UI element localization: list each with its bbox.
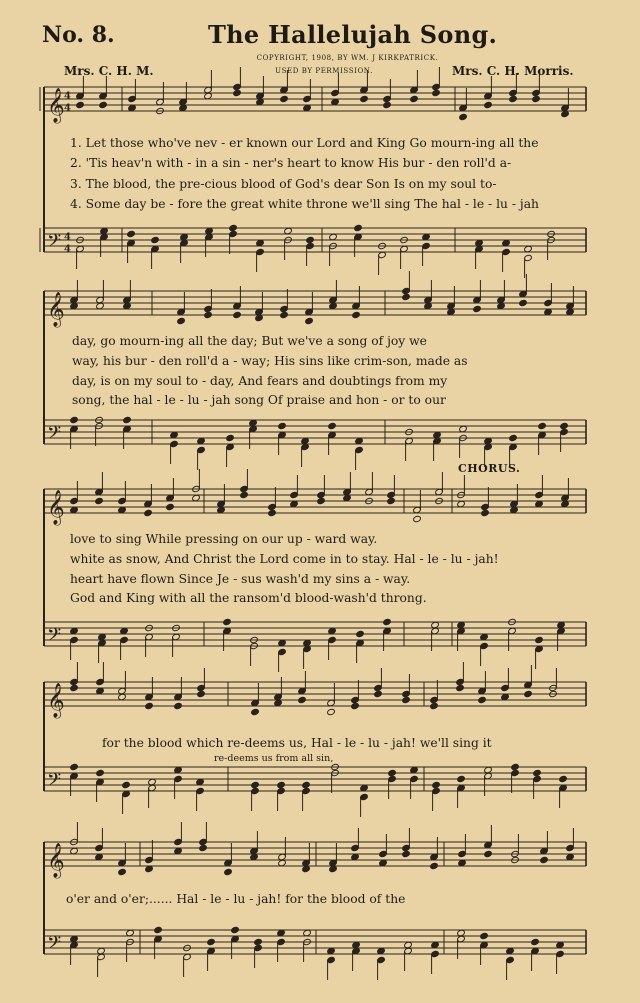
note-head-icon (154, 926, 163, 933)
note-head-icon (207, 938, 216, 945)
lyricist-credit: Mrs. C. H. M. (64, 64, 154, 78)
staff (44, 930, 586, 954)
lyric-line: song, the hal - le - lu - jah song Of praise and hon - or to our (72, 393, 446, 407)
treble-clef-icon: 𝄞 (47, 843, 65, 878)
note-head-icon (430, 862, 439, 869)
lyric-line: 1. Let those who've nev - er known our Lord and King Go mourn-ing all the (70, 136, 539, 150)
lyric-line: 3. The blood, the pre-cious blood of God's dear Son Is on my soul to- (70, 177, 497, 191)
note-head-icon (254, 938, 263, 945)
hymn-number: No. 8. (42, 22, 115, 48)
permission-notice: USED BY PERMISSION. (275, 67, 373, 75)
note-head-icon (484, 850, 493, 857)
lyric-line: love to sing While pressing on our up - ward way. (70, 532, 378, 546)
treble-clef-icon: 𝄞 (47, 490, 65, 525)
composer-credit: Mrs. C. H. Morris. (452, 64, 574, 78)
bass-lyric: re-deems us from all sin, (214, 753, 334, 764)
treble-clef-icon: 𝄞 (47, 292, 65, 327)
copyright-notice: COPYRIGHT, 1908, BY WM. J KIRKPATRICK. (256, 54, 439, 62)
note-head-icon (199, 844, 208, 851)
note-head-icon (402, 850, 411, 857)
chorus-label: CHORUS. (458, 462, 521, 475)
lyric-line: for the blood which re-deems us, Hal - le - lu - jah! we'll sing it (102, 736, 492, 750)
bass-clef-icon: 𝄢 (47, 423, 62, 448)
hymn-title: The Hallelujah Song. (208, 20, 498, 49)
time-signature-icon: 4 (64, 103, 71, 114)
lyric-line: way, his bur - den roll'd a - way; His sins like crim-son, made as (72, 354, 468, 368)
time-signature-icon: 4 (64, 91, 71, 102)
note-head-icon (224, 868, 233, 875)
lyric-line: heart have flown Since Je - sus wash'd my sins a - way. (70, 572, 411, 586)
bass-clef-icon: 𝄢 (47, 231, 62, 256)
treble-clef-icon: 𝄞 (47, 88, 65, 123)
time-signature-icon: 4 (64, 244, 71, 255)
lyric-line: 2. 'Tis heav'n with - in a sin - ner's heart to know His bur - den roll'd a- (70, 156, 512, 170)
bass-clef-icon: 𝄢 (47, 770, 62, 795)
note-head-icon (531, 938, 540, 945)
lyric-line: day, go mourn-ing all the day; But we've a song of joy we (72, 334, 427, 348)
bass-clef-icon: 𝄢 (47, 933, 62, 958)
lyric-line: God and King with all the ransom'd blood-wash'd throng. (70, 591, 427, 605)
treble-clef-icon: 𝄞 (47, 683, 65, 718)
note-head-icon (231, 926, 240, 933)
note-head-icon (540, 856, 549, 863)
note-head-icon (480, 932, 489, 939)
time-signature-icon: 4 (64, 232, 71, 243)
lyric-line: day, is on my soul to - day, And fears and doubtings from my (72, 374, 448, 388)
bass-clef-icon: 𝄢 (47, 625, 62, 650)
lyric-line: white as snow, And Christ the Lord come in to stay. Hal - le - lu - jah! (70, 552, 499, 566)
lyric-line: o'er and o'er;...... Hal - le - lu - jah! for the blood of the (66, 892, 406, 906)
note-head-icon (118, 868, 127, 875)
lyric-line: 4. Some day be - fore the great white throne we'll sing The hal - le - lu - jah (70, 197, 539, 211)
